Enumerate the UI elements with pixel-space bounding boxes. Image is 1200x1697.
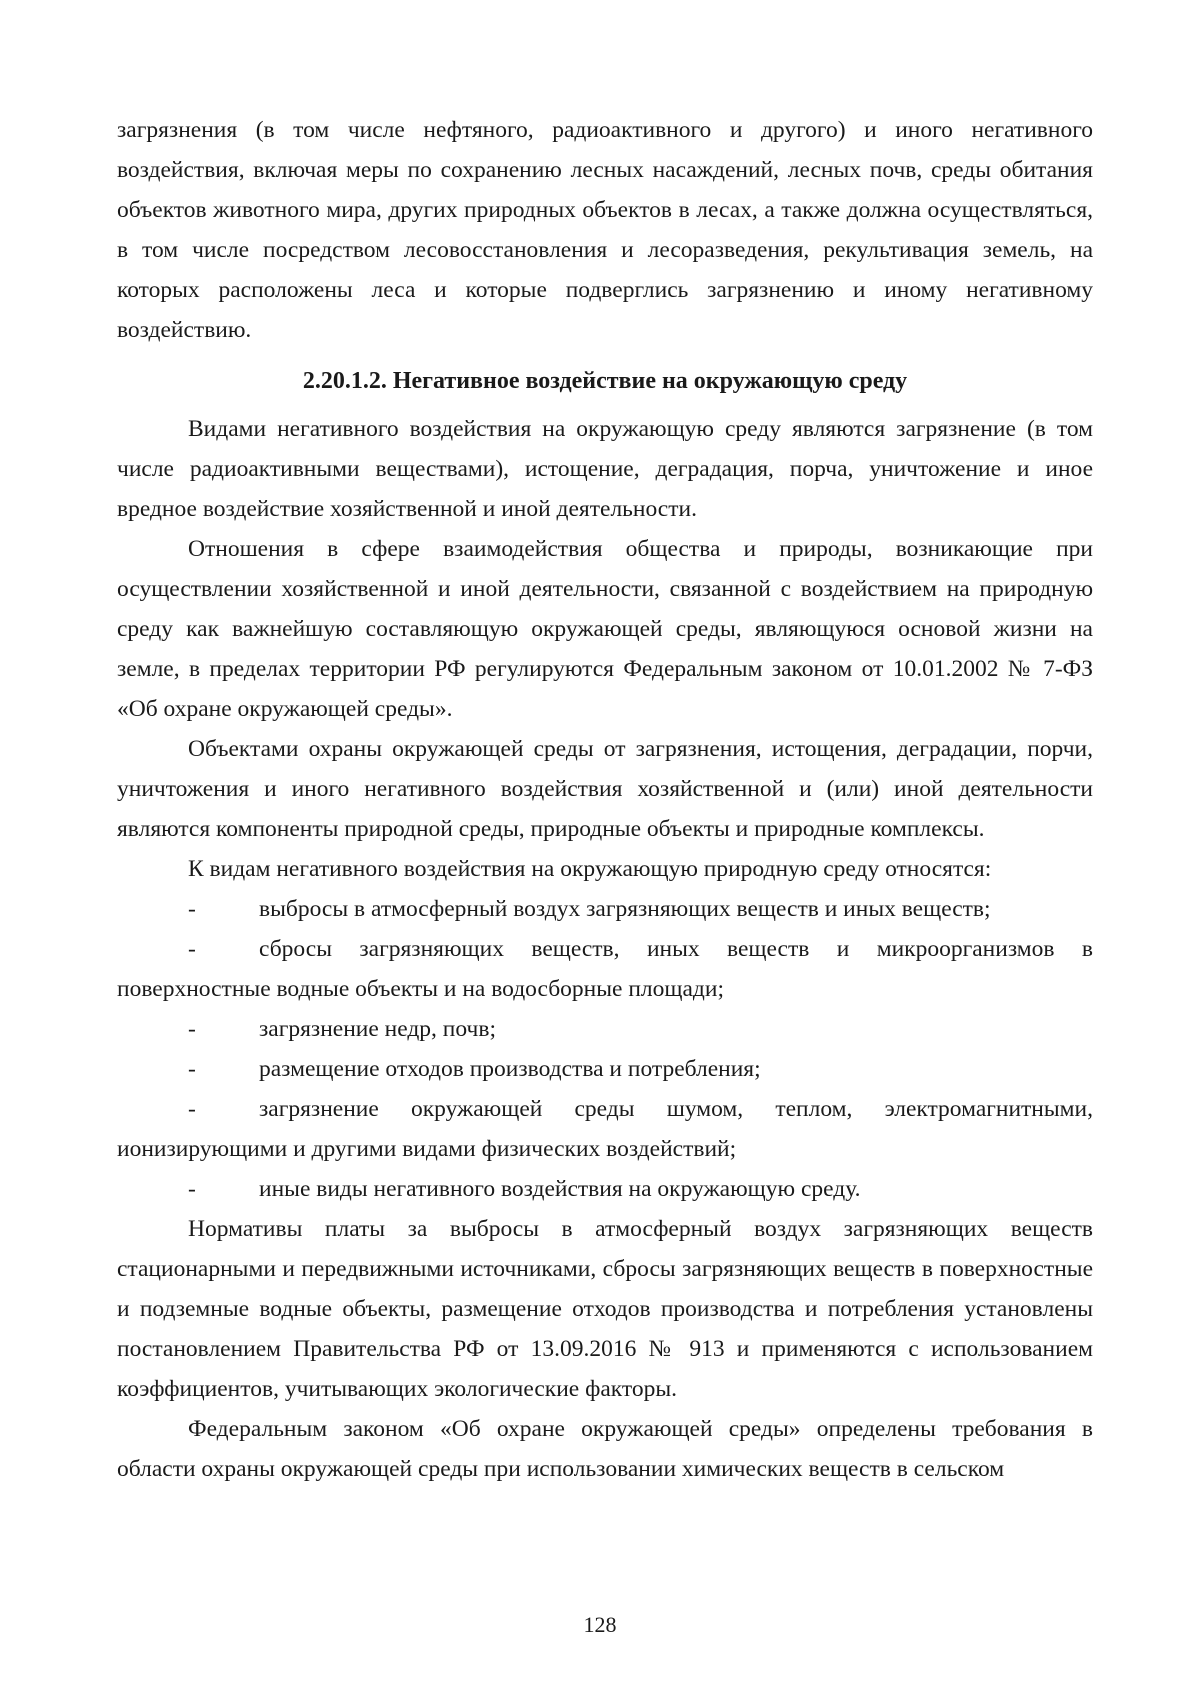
list-dash-marker: - bbox=[188, 936, 196, 962]
list-dash-marker: - bbox=[188, 1096, 196, 1122]
body-paragraph: Нормативы платы за выбросы в атмосферный воздух загрязняющих веществ стационарными и передвижными источниками, сбросы загрязняющих веществ в поверхностные и подземные водные объекты, размещение отходов производства и потребления установлены постановлением Правительства РФ от 13.09.2016 № 913 и применяются с использованием коэффициентов, учитывающих экологические факторы. bbox=[117, 1216, 1093, 1402]
body-paragraph: Объектами охраны окружающей среды от загрязнения, истощения, деградации, порчи, уничтожения и иного негативного воздействия хозяйственной и (или) иной деятельности являются компоненты природной среды, природные объекты и природные комплексы. bbox=[117, 736, 1093, 842]
body-paragraph: К видам негативного воздействия на окружающую природную среду относятся: bbox=[188, 856, 992, 882]
list-item bbox=[117, 1169, 1093, 1209]
section-heading: 2.20.1.2. Негативное воздействие на окружающую среду bbox=[302, 368, 908, 394]
intro-paragraph: загрязнения (в том числе нефтяного, радиоактивного и другого) и иного негативного воздействия, включая меры по сохранению лесных насаждений, лесных почв, среды обитания объектов животного мира, других природных объектов в лесах, а также должна осуществляться, в том числе посредством лесовосстановления и лесоразведения, рекультивация земель, на которых расположены леса и которые подверглись загрязнению и иному негативному воздействию. bbox=[117, 117, 1093, 343]
body-paragraph: Федеральным законом «Об охране окружающей среды» определены требования в области охраны окружающей среды при использовании химических веществ в сельском bbox=[117, 1416, 1093, 1482]
list-dash-marker: - bbox=[188, 1056, 196, 1082]
list-item-text: загрязнение недр, почв; bbox=[259, 1016, 496, 1042]
list-item bbox=[117, 889, 1093, 929]
list-dash-marker: - bbox=[188, 1176, 196, 1202]
body-paragraph: Видами негативного воздействия на окружающую среду являются загрязнение (в том числе радиоактивными веществами), истощение, деградация, порча, уничтожение и иное вредное воздействие хозяйственной и иной деятельности. bbox=[117, 416, 1093, 522]
list-item bbox=[117, 1009, 1093, 1049]
list-item bbox=[117, 1049, 1093, 1089]
list-dash-marker: - bbox=[188, 896, 196, 922]
list-item-text: размещение отходов производства и потребления; bbox=[259, 1056, 761, 1082]
document-page bbox=[117, 110, 1093, 1489]
body-paragraph: Отношения в сфере взаимодействия общества и природы, возникающие при осуществлении хозяйственной и иной деятельности, связанной с воздействием на природную среду как важнейшую составляющую окружающей среды, являющуюся основой жизни на земле, в пределах территории РФ регулируются Федеральным законом от 10.01.2002 № 7-ФЗ «Об охране окружающей среды». bbox=[117, 536, 1093, 722]
list-item-text: выбросы в атмосферный воздух загрязняющих веществ и иных веществ; bbox=[259, 896, 991, 922]
list-item-text: загрязнение окружающей среды шумом, теплом, электромагнитными, ионизирующими и другими видами физических воздействий; bbox=[117, 1096, 1093, 1162]
list-item-text: сбросы загрязняющих веществ, иных веществ и микроорганизмов в поверхностные водные объекты и на водосборные площади; bbox=[117, 936, 1093, 1002]
list-item-text: иные виды негативного воздействия на окружающую среду. bbox=[259, 1176, 861, 1202]
list-item bbox=[117, 929, 1093, 1009]
page-number: 128 bbox=[583, 1612, 617, 1637]
list-dash-marker: - bbox=[188, 1016, 196, 1042]
list-item bbox=[117, 1089, 1093, 1169]
